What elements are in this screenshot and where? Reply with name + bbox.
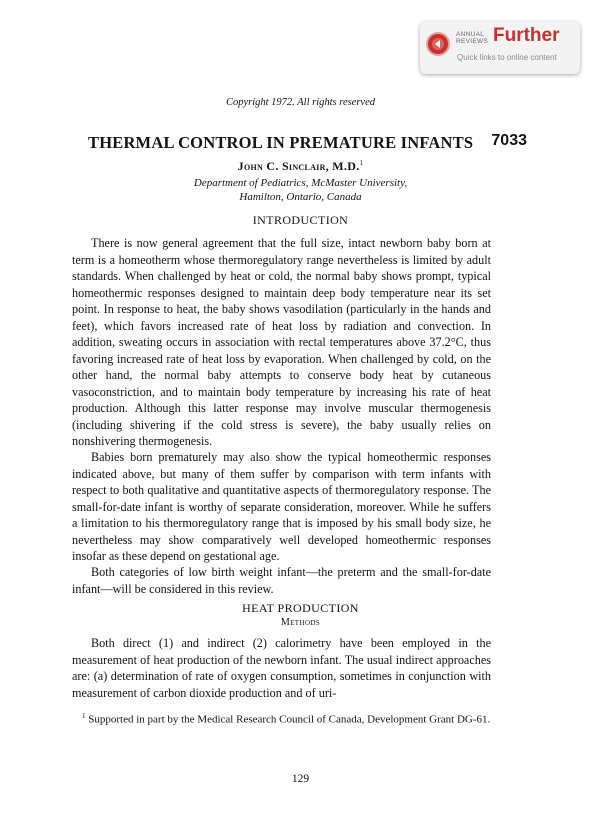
badge-brand-large: Further (493, 25, 560, 46)
affiliation-line-1: Department of Pediatrics, McMaster University, (193, 177, 408, 189)
badge-tagline: Quick links to online content (457, 53, 557, 62)
footnote-text: Supported in part by the Medical Research Council of Canada, Development Grant DG-61. (85, 713, 491, 726)
affiliation-line-2: Hamilton, Ontario, Canada (239, 191, 362, 203)
annual-reviews-further-badge[interactable] (420, 22, 580, 74)
affiliation (0, 176, 601, 204)
copyright-line: Copyright 1972. All rights reserved (225, 97, 376, 108)
article-title: THERMAL CONTROL IN PREMATURE INFANTS (88, 133, 474, 152)
annual-reviews-logo-icon (426, 32, 450, 56)
author-line (0, 159, 601, 174)
badge-brand-small: ANNUAL REVIEWS (456, 31, 489, 45)
section-heading-heat-production: HEAT PRODUCTION (242, 601, 359, 615)
author-name: John C. Sinclair, M.D. (237, 159, 360, 173)
body-paragraph-3: Both categories of low birth weight infant—the preterm and the small-for-date infant—will be considered in this review. (72, 565, 491, 596)
section-heading-introduction: INTRODUCTION (252, 213, 349, 227)
author-footnote-mark: 1 (359, 159, 364, 167)
body-paragraph-4: Both direct (1) and indirect (2) calorimetry have been employed in the measurement of heat production of the newborn infant. The usual indirect approaches are: (a) determination of rate of oxygen consumption, sometimes in conjunction with measurement of carbon dioxide production and of uri- (72, 636, 491, 700)
body-paragraph-1: There is now general agreement that the full size, intact newborn baby born at term is a homeotherm whose thermoregulatory range nevertheless is limited by adult standards. When challenged by heat or cold, the normal baby shows prompt, typical homeothermic responses designed to maintain deep body temperature near its set point. In response to heat, the baby shows vasodilation (particularly in the hands and feet), which favors increased rate of heat loss by radiation and convection. In addition, sweating occurs in association with rectal temperatures above 37.2°C, thus favoring increased rate of heat loss by evaporation. When challenged by cold, on the other hand, the normal baby attempts to conserve body heat by cutaneous vasoconstriction, and to maintain body temperature by increasing his rate of heat production. Although this latter response may involve muscular thermogenesis (including shivering if the cold stress is severe), the baby usually relies on nonshivering thermogenesis. (72, 236, 491, 448)
footnote-mark: 1 (82, 712, 86, 720)
body-paragraph-2: Babies born prematurely may also show the typical homeothermic responses indicated above, but many of them suffer by comparison with term infants with respect to both qualitative and quantitative aspects of thermoregulatory response. The small-for-date infant is worthy of separate consideration, moreover. While he suffers a limitation to his thermoregulatory range that is imposed by his small body size, he nevertheless may show comparatively well developed homeothermic responses insofar as these depend on gestational age. (72, 450, 491, 563)
article-code: 7033 (491, 132, 527, 149)
footnote (72, 709, 491, 727)
subsection-heading-methods: Methods (280, 617, 321, 628)
page-number: 129 (291, 773, 310, 785)
